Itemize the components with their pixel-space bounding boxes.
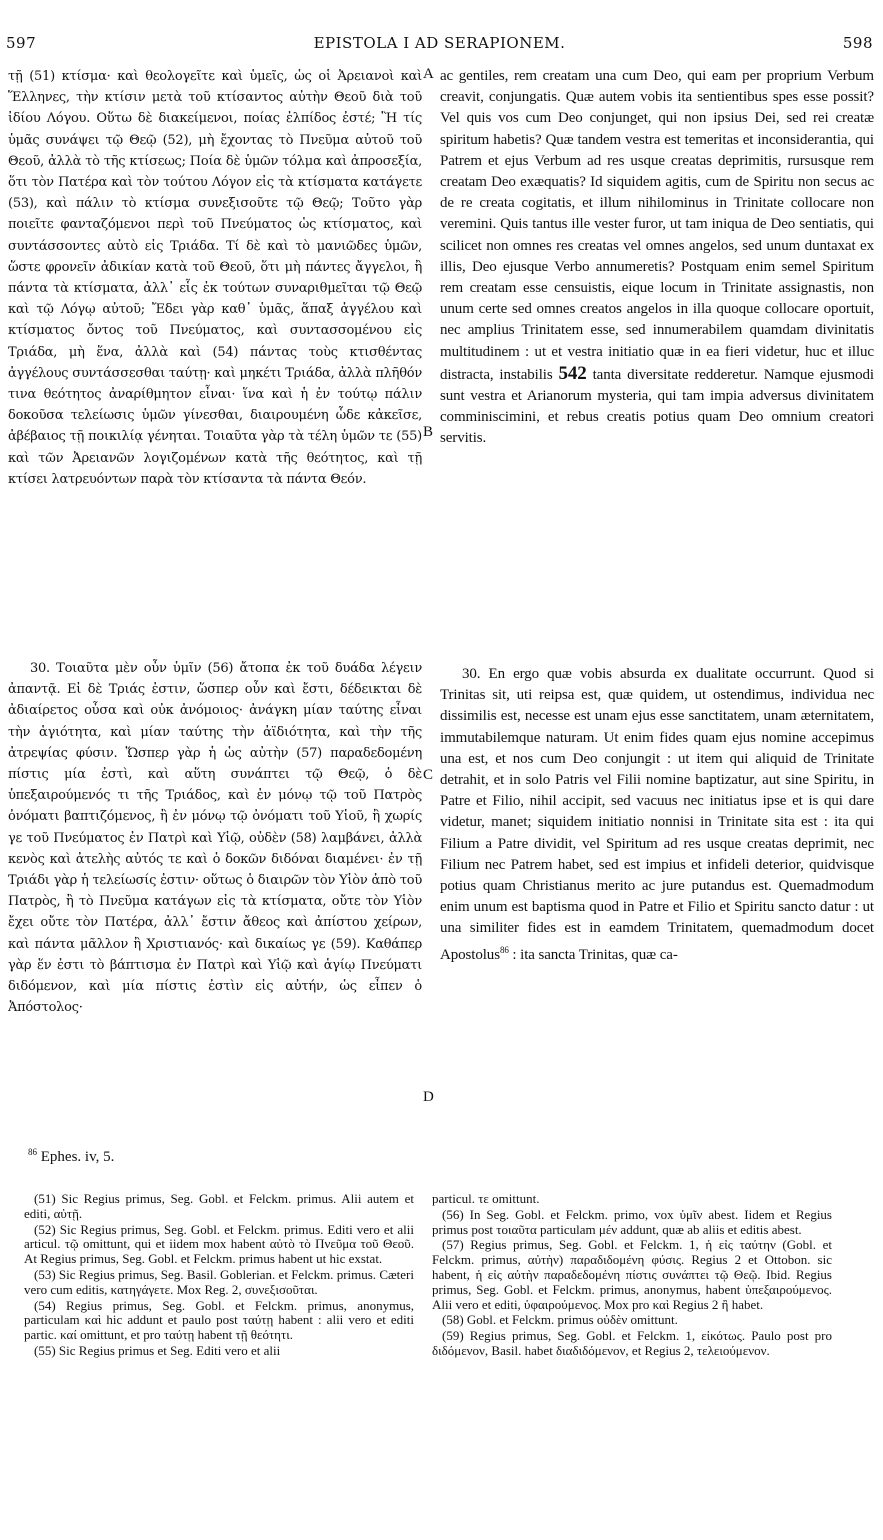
scripture-footnote-number: 86 [28, 1147, 37, 1157]
page-number-right: 598 [842, 34, 873, 52]
note-57: (57) Regius primus, Seg. Gobl. et Felckm. 1, ἡ εἰς ταύτην (Gobl. et Felckm. primus, αὐτὴν) παραδιδομένη φύσις. Regius 2 et Ottobon. sic habent, ἡ εἰς αὐτὴν παραδεδομένη πίστις συνάπτει τῷ Θεῷ. Ibid. Regius primus, Seg. Gobl. et Felckm. primus, anonymus, habent ὑπεξαιρούμενος. Alii vero et editi, ὑφαιρούμενος. Mox pro καὶ Regius 2 ἢ habet. [432, 1237, 832, 1312]
scripture-footnote-text: Ephes. iv, 5. [40, 1149, 115, 1165]
running-title: EPISTOLA I AD SERAPIONEM. [313, 34, 566, 52]
column-page-number: 542 [558, 362, 587, 384]
notes-left-column [24, 1192, 414, 1524]
latin-paragraph-30 [440, 664, 874, 966]
note-53: (53) Sic Regius primus, Seg. Basil. Goblerian. et Felckm. primus. Cæteri vero cum editis, κατηγάγετε. Mox Reg. 2, συνεξισοῦται. [24, 1266, 414, 1297]
greek-paragraph-1: τῇ (51) κτίσμα· καὶ θεολογεῖτε καὶ ὑμεῖς, ὡς οἱ Ἀρειανοὶ καὶ Ἕλληνες, τὴν κτίσιν μετὰ τοῦ κτίσαντος αὐτὴν Θεοῦ διὰ τοῦ ἰδίου Λόγου. Οὕτω δὲ διακείμενοι, ποίας ἐλπίδος ἐστέ; Ἢ τίς ὑμᾶς συνάψει τῷ Θεῷ (52), μὴ ἔχοντας τὸ Πνεῦμα αὐτοῦ τοῦ Θεοῦ, ἀλλὰ τὸ τῆς κτίσεως; Ποία δὲ ὑμῶν τόλμα καὶ ἀπροσεξία, ὅτι τὸν Πατέρα καὶ τὸν τούτου Λόγον εἰς τὰ κτίσματα κατάγετε (53), καὶ πάλιν τὸ κτίσμα συνεξισοῦτε τῷ Θεῷ; Τοῦτο γὰρ ποιεῖτε φανταζόμενοι περὶ τοῦ Πνεύματος ὡς κτίσματος, καὶ συντάσσοντες αὐτὸ εἰς Τριάδα. Τί δὲ καὶ τὸ μανιῶδες ὑμῶν, ὥστε φρονεῖν ἀδικίαν κατὰ τοῦ Θεοῦ, ὅτι μὴ πάντες ἄγγελοι, ἢ πάντα τὰ κτίσματα, ἀλλ᾽ εἷς ἐκ τούτων συναριθμεῖται τῷ Θεῷ καὶ τῷ Λόγῳ αὐτοῦ; Ἔδει γὰρ καθ᾽ ὑμᾶς, ἅπαξ ἀγγέλου καὶ κτίσματος ὄντος τοῦ Πνεύματος, καὶ συντασσομένου εἰς Τριάδα, μὴ ἕνα, ἀλλὰ καὶ (54) πάντας τοὺς κτισθέντας ἀγγέλους συντάσσεσθαι ταύτῃ· καὶ μηκέτι Τριάδα, ἀλλὰ πλῆθόν τινα θεότητος ἀναρίθμητον εἶναι· ἵνα καὶ ἡ ἐν τούτῳ πάλιν δοκοῦσα τελείωσις ὑμῶν γίνεσθαι, διαιρουμένη ὧδε κἀκεῖσε, ἀβέβαιος τῇ ποικιλίᾳ γένηται. Τοιαῦτα γὰρ τὰ τέλη ὑμῶν τε (55) καὶ τῶν Ἀρειανῶν λογιζομένων κατὰ τῆς θεότητος, καὶ τῇ κτίσει λατρευόντων παρὰ τὸν κτίσαντα τὰ πάντα Θεόν. [8, 69, 422, 487]
note-59: (59) Regius primus, Seg. Gobl. et Felckm. 1, εἰκότως. Paulo post pro διδόμενον, Basil. habet διαδιδόμενον, et Regius 2, τελειούμενον. [432, 1328, 832, 1358]
greek-column-part1 [8, 66, 422, 640]
margin-marker-a: A [423, 66, 434, 82]
footnote-superscript: 86 [499, 944, 509, 955]
note-56: (56) In Seg. Gobl. et Felckm. primo, vox ὑμῖν abest. Iidem et Regius primus post τοιαῦτα particulam μέν addunt, quæ ab aliis et editis abest. [432, 1206, 832, 1237]
latin-paragraph-30-text: 30. En ergo quæ vobis absurda ex dualitate occurrunt. Quod si Trinitas sit, uti reipsa est, quæ quidem, ut ostendimus, individua nec dissimilis est, necesse est unam ejus esse sanctitatem, unam æternitatem, immutabilemque naturam. Ut enim fides quam ejus nomine accepimus una est, et nos cum Deo conjungit : ut item qui aliquid de Trinitate detrahit, et in solo Patris vel Filii nomine baptizatur, aut sine Spiritu, in Patre et Filio, nihil accipit, sed vacuus nec initiatus ipse et is qui dare videtur, manet; siquidem initiatio nonnisi in Trinitate sita est : ita qui Filium a Patre dividit, vel Spiritum ad res usque creatas deprimit, nec Filium nec Patrem habet, sed est impius et infideli deterior, quidvisque potius quam Christianus merito ac jure putandus est. Quemadmodum enim unum est baptisma quod in Patre et Filio et Spiritu sancto datur : ut una similiter fides est in eamdem Trinitatem, quemadmodum docet Apostolus [440, 666, 874, 963]
note-52: (52) Sic Regius primus, Seg. Gobl. et Felckm. primus. Editi vero et alii articul. τῷ omittunt, qui et iidem mox habent αὐτὸ τὸ Πνεῦμα τοῦ Θεοῦ. At Regius primus, Seg. Gobl. et Felckm. primus habent ut hic exstat. [24, 1221, 414, 1267]
scripture-footnote [28, 1147, 114, 1166]
note-58: (58) Gobl. et Felckm. primus οὐδὲν omittunt. [442, 1312, 678, 1328]
note-54: (54) Regius primus, Seg. Gobl. et Felckm. primus, anonymus, particulam καὶ hic addunt et paulo post ταύτῃ habent : alii vero et editi partic. καί omittunt, et pro ταύτῃ habent τῇ θεότητι. [24, 1297, 414, 1343]
note-55: (55) Sic Regius primus et Seg. Editi vero et alii [34, 1342, 281, 1358]
notes-right-column [432, 1192, 832, 1524]
greek-paragraph-30: 30. Τοιαῦτα μὲν οὖν ὑμῖν (56) ἄτοπα ἐκ τοῦ δυάδα λέγειν ἀπαντᾷ. Εἰ δὲ Τριάς ἐστιν, ὥσπερ οὖν καὶ ἔστι, δέδεικται δὲ ἀδιαίρετος οὖσα καὶ οὐκ ἀνόμοιος· ἀνάγκη μίαν ταύτης εἶναι τὴν ἁγιότητα, καὶ μίαν ταύτης τὴν ἀϊδιότητα, καὶ τὴν τῆς ἀτρεψίας φύσιν. Ὥσπερ γὰρ ἡ ὡς αὐτὴν (57) παραδεδομένη πίστις μία ἐστὶ, καὶ αὕτη συνάπτει τῷ Θεῷ, ὁ δὲ ὑπεξαιρούμενός τι τῆς Τριάδος, καὶ ἐν μόνῳ τῷ τοῦ Πατρὸς ὀνόματι βαπτιζόμενος, ἢ ἐν μόνῳ τῷ ὀνόματι τοῦ Υἱοῦ, ἢ χωρίς γε τοῦ Πνεύματος ἐν Πατρὶ καὶ Υἱῷ, οὐδὲν (58) λαμβάνει, ἀλλὰ κενὸς καὶ ἀτελὴς αὐτός τε καὶ ὁ δοκῶν διδόναι διαμένει· ἐν τῇ Τριάδι γὰρ ἡ τελείωσίς ἐστιν· οὕτως ὁ διαιρῶν τὸν Υἱὸν ἀπὸ τοῦ Πατρὸς, ἢ τὸ Πνεῦμα κατάγων εἰς τὰ κτίσματα, οὔτε τὸν Υἱὸν ἔχει οὔτε τὸν Πατέρα, ἀλλ᾽ ἔστιν ἄθεος καὶ ἀπίστου χείρων, καὶ πάντα μᾶλλον ἢ Χριστιανός· καὶ δικαίως γε (59). Καθάπερ γὰρ ἕν ἐστι τὸ βάπτισμα ἐν Πατρὶ καὶ Υἱῷ καὶ ἁγίῳ Πνεύματι διδόμενον, καὶ μία πίστις ἐστὶν εἰς αὐτήν, ὡς εἶπεν ὁ Ἀπόστολος· [8, 661, 422, 1016]
page-number-left: 597 [6, 34, 37, 52]
latin-column-part1 [440, 66, 874, 662]
latin-paragraph-1 [440, 66, 874, 450]
latin-paragraph-1-a: ac gentiles, rem creatam una cum Deo, qui eam per proprium Verbum creavit, conjungatis. Quæ autem vobis ita sentientibus spes esse possit? Vel quis vos cum Deo conjunget, qui non ipsius Dei, sed rei creatæ spiritum habetis? Quæ tandem vestra est temeritas et inconsiderantia, qui Patrem et ejus Verbum ad res usque creatas deprimitis, rursusque rem creatam Deo exæquatis? Id siquidem agitis, cum de Spiritu non secus ac de re creata cogitatis, et illum nihilominus in Trinitate collocare non veremini. Quis tantus ille vester furor, ut tam iniqua de Deo sentiatis, qui scilicet non omnes res creatas vel omnes angelos, sed unum duntaxat ex illis, Deo ejusque Verbo annumeretis? Postquam enim semel Spiritum rem creatam esse censuistis, eique locum in Trinitate assignastis, non unum certe sed omnes creatos angelos in illa quoque collocare oportuit, nec amplius Trinitatem esse, sed innumerabilem quamdam divinitatis multitudinem : ut et vestra initiatio quæ in ea fieri videtur, huc et illuc distracta, instabilis [440, 68, 874, 383]
margin-marker-b: B [423, 424, 434, 440]
margin-marker-c: C [423, 767, 434, 783]
latin-paragraph-30-end: : ita sancta Trinitas, quæ ca- [512, 946, 678, 963]
note-51: (51) Sic Regius primus, Seg. Gobl. et Felckm. primus. Alii autem et editi, αὐτῇ. [24, 1192, 414, 1221]
latin-column-part2 [440, 664, 874, 1112]
margin-marker-d: D [423, 1089, 434, 1105]
note-55-continued: particul. τε omittunt. [432, 1192, 540, 1206]
running-header [6, 34, 873, 56]
latin-paragraph-1-b: tanta diversitate redderetur. Namque ejusmodi sunt vestra et Arianorum mysteria, qui tam impia adversus divinitatem comminiscimini, et rebus creatis potius quam Deo omnium creatori servitis. [440, 366, 874, 447]
greek-column-part2 [8, 658, 422, 1110]
